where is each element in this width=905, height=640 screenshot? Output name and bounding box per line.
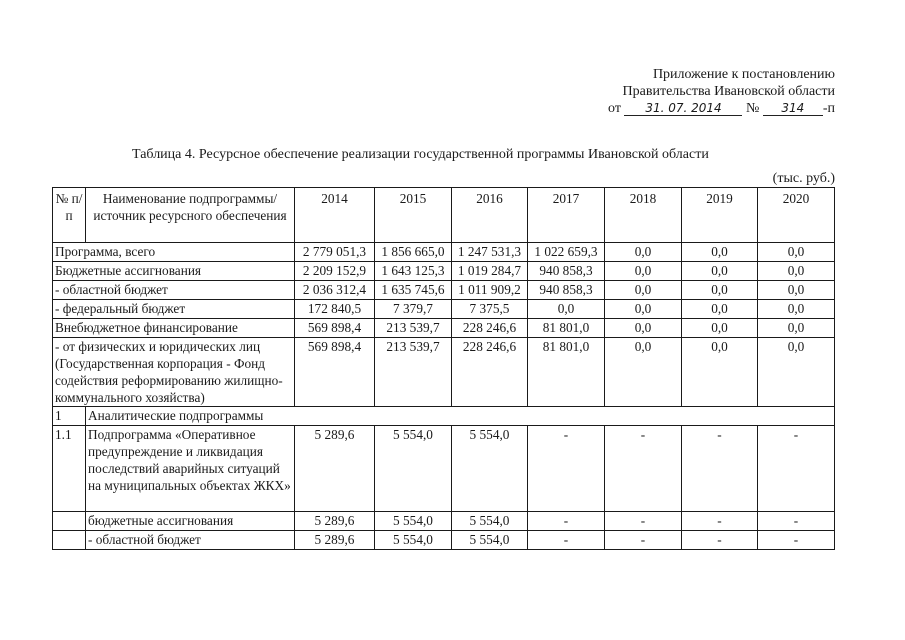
handwritten-number: 314 <box>763 101 823 116</box>
cell-value: 5 554,0 <box>452 531 528 550</box>
header-num: № п/п <box>53 188 86 243</box>
row-name: Внебюджетное финансирование <box>53 319 295 338</box>
cell-value: 5 289,6 <box>295 512 375 531</box>
cell-value: 2 779 051,3 <box>295 243 375 262</box>
cell-value: 5 554,0 <box>375 512 452 531</box>
cell-value: 0,0 <box>605 300 682 319</box>
row-name: - от физических и юридических лиц (Государственная корпорация - Фонд содействия реформированию жилищно-коммунального хозяйства) <box>53 338 295 407</box>
cell-value: 0,0 <box>605 319 682 338</box>
header-year: 2016 <box>452 188 528 243</box>
cell-value: 1 635 745,6 <box>375 281 452 300</box>
cell-value: - <box>682 512 758 531</box>
row-num <box>53 531 86 550</box>
cell-value: 0,0 <box>605 262 682 281</box>
cell-value: 0,0 <box>605 243 682 262</box>
cell-value: 0,0 <box>758 338 835 407</box>
document-header <box>608 66 835 117</box>
table-row <box>53 426 835 512</box>
cell-value: 940 858,3 <box>528 281 605 300</box>
cell-value: 0,0 <box>682 300 758 319</box>
cell-value: 1 022 659,3 <box>528 243 605 262</box>
cell-value: 228 246,6 <box>452 338 528 407</box>
number-suffix: -п <box>822 101 835 116</box>
table-row <box>53 531 835 550</box>
cell-value: 213 539,7 <box>375 319 452 338</box>
cell-value: - <box>605 512 682 531</box>
row-name: Подпрограмма «Оперативное предупреждение и ликвидация последствий аварийных ситуаций на муниципальных объектах ЖКХ» <box>86 426 295 512</box>
cell-value: 228 246,6 <box>452 319 528 338</box>
cell-value: 0,0 <box>758 319 835 338</box>
table-row <box>53 243 835 262</box>
cell-value: - <box>605 426 682 512</box>
table-row <box>53 338 835 407</box>
date-prefix: от <box>608 101 621 116</box>
header-year: 2015 <box>375 188 452 243</box>
cell-value: 1 019 284,7 <box>452 262 528 281</box>
cell-value: - <box>605 531 682 550</box>
cell-value: 0,0 <box>682 319 758 338</box>
cell-value: 172 840,5 <box>295 300 375 319</box>
cell-value: 81 801,0 <box>528 338 605 407</box>
section-name: Аналитические подпрограммы <box>86 407 835 426</box>
cell-value: 2 209 152,9 <box>295 262 375 281</box>
cell-value: 1 247 531,3 <box>452 243 528 262</box>
resource-table <box>52 187 835 550</box>
cell-value: 2 036 312,4 <box>295 281 375 300</box>
cell-value: 569 898,4 <box>295 319 375 338</box>
row-name: - федеральный бюджет <box>53 300 295 319</box>
table-header-row <box>53 188 835 243</box>
cell-value: 5 554,0 <box>452 512 528 531</box>
table-title: Таблица 4. Ресурсное обеспечение реализации государственной программы Ивановской области <box>132 147 709 162</box>
cell-value: 1 011 909,2 <box>452 281 528 300</box>
table-row <box>53 281 835 300</box>
table-row <box>53 319 835 338</box>
header-year: 2019 <box>682 188 758 243</box>
cell-value: - <box>528 426 605 512</box>
header-line-1: Приложение к постановлению <box>652 67 835 82</box>
row-name: - областной бюджет <box>86 531 295 550</box>
cell-value: 213 539,7 <box>375 338 452 407</box>
cell-value: - <box>682 426 758 512</box>
row-num: 1.1 <box>53 426 86 512</box>
cell-value: 940 858,3 <box>528 262 605 281</box>
row-name: Программа, всего <box>53 243 295 262</box>
cell-value: 5 289,6 <box>295 531 375 550</box>
cell-value: - <box>682 531 758 550</box>
row-name: - областной бюджет <box>53 281 295 300</box>
cell-value: 0,0 <box>682 262 758 281</box>
handwritten-date: 31. 07. 2014 <box>624 101 742 116</box>
row-num: 1 <box>53 407 86 426</box>
cell-value: 5 554,0 <box>452 426 528 512</box>
cell-value: 1 643 125,3 <box>375 262 452 281</box>
cell-value: - <box>528 512 605 531</box>
cell-value: 0,0 <box>758 300 835 319</box>
table-row <box>53 262 835 281</box>
number-prefix: № <box>745 101 760 116</box>
cell-value: 569 898,4 <box>295 338 375 407</box>
cell-value: 5 554,0 <box>375 426 452 512</box>
cell-value: 5 289,6 <box>295 426 375 512</box>
row-num <box>53 512 86 531</box>
cell-value: 81 801,0 <box>528 319 605 338</box>
cell-value: 0,0 <box>528 300 605 319</box>
header-line-2: Правительства Ивановской области <box>622 84 835 99</box>
cell-value: 0,0 <box>605 281 682 300</box>
header-name: Наименование подпрограммы/ источник ресурсного обеспечения <box>86 188 295 243</box>
cell-value: - <box>758 531 835 550</box>
cell-value: - <box>528 531 605 550</box>
table-section-row <box>53 407 835 426</box>
cell-value: 5 554,0 <box>375 531 452 550</box>
cell-value: 7 379,7 <box>375 300 452 319</box>
cell-value: - <box>758 512 835 531</box>
cell-value: 1 856 665,0 <box>375 243 452 262</box>
cell-value: 0,0 <box>758 281 835 300</box>
cell-value: 0,0 <box>682 338 758 407</box>
header-line-3 <box>608 100 835 117</box>
header-year: 2018 <box>605 188 682 243</box>
table-row <box>53 512 835 531</box>
cell-value: 0,0 <box>605 338 682 407</box>
cell-value: 0,0 <box>758 243 835 262</box>
header-year: 2017 <box>528 188 605 243</box>
header-year: 2020 <box>758 188 835 243</box>
units-label: (тыс. руб.) <box>772 171 835 186</box>
row-name: бюджетные ассигнования <box>86 512 295 531</box>
row-name: Бюджетные ассигнования <box>53 262 295 281</box>
cell-value: 0,0 <box>758 262 835 281</box>
cell-value: - <box>758 426 835 512</box>
header-year: 2014 <box>295 188 375 243</box>
cell-value: 0,0 <box>682 243 758 262</box>
cell-value: 7 375,5 <box>452 300 528 319</box>
cell-value: 0,0 <box>682 281 758 300</box>
table-row <box>53 300 835 319</box>
